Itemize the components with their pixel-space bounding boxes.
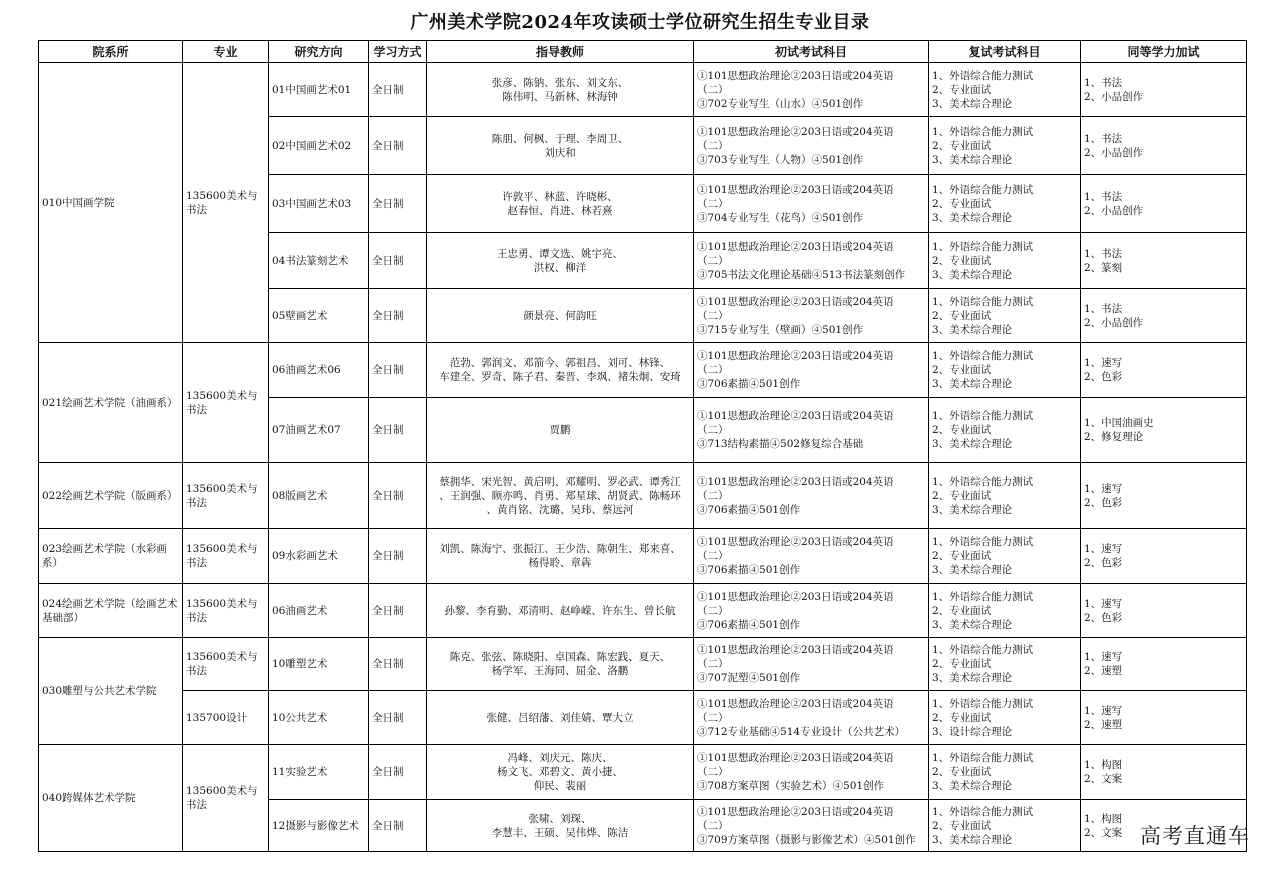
cell-direction: 09水彩画艺术 [269,529,369,584]
cell-retest: 1、外语综合能力测试 2、专业面试 3、美术综合理论 [929,398,1081,463]
cell-retest: 1、外语综合能力测试 2、专业面试 3、美术综合理论 [929,117,1081,175]
header-exam: 初试考试科目 [694,41,929,63]
table-row [39,691,1247,745]
cell-mode: 全日制 [369,584,427,638]
cell-direction: 11实验艺术 [269,745,369,800]
cell-retest: 1、外语综合能力测试 2、专业面试 3、美术综合理论 [929,175,1081,233]
cell-major: 135700设计 [183,691,269,745]
cell-direction: 06油画艺术 [269,584,369,638]
cell-dept: 040跨媒体艺术学院 [39,745,183,852]
cell-direction: 02中国画艺术02 [269,117,369,175]
cell-direction: 06油画艺术06 [269,343,369,398]
table-row [39,343,1247,398]
cell-mode: 全日制 [369,233,427,289]
cell-direction: 08版画艺术 [269,463,369,529]
cell-exam: ①101思想政治理论②203日语或204英语（二） ③707泥塑④501创作 [694,638,929,691]
header-major: 专业 [183,41,269,63]
cell-retest: 1、外语综合能力测试 2、专业面试 3、美术综合理论 [929,289,1081,343]
watermark-text: 高考直通车 [1140,824,1250,848]
cell-teachers: 张健、吕绍藩、刘佳婧、覃大立 [427,691,694,745]
cell-extra: 1、书法 2、小品创作 [1081,63,1247,117]
cell-mode: 全日制 [369,691,427,745]
cell-extra: 1、速写 2、速塑 [1081,691,1247,745]
cell-direction: 10公共艺术 [269,691,369,745]
cell-teachers: 冯峰、刘庆元、陈庆、 杨文飞、邓碧文、黄小捷、 仰民、裴丽 [427,745,694,800]
cell-teachers: 蔡拥华、宋光智、黄启明、邓耀明、罗必武、谭秀江 、王润强、顾亦鸣、肖勇、郑星球、胡贤武、陈畅环 、黄肖铭、沈璐、吴玮、蔡远河 [427,463,694,529]
cell-mode: 全日制 [369,745,427,800]
table-row [39,745,1247,800]
cell-exam: ①101思想政治理论②203日语或204英语（二） ③709方案草图（摄影与影像艺术）④501创作 [694,800,929,852]
cell-teachers: 孙黎、李育勤、邓清明、赵峥嵘、许东生、曾长航 [427,584,694,638]
cell-teachers: 许敦平、林蓝、许晓彬、 赵春恒、肖进、林若熹 [427,175,694,233]
header-extra: 同等学力加试 [1081,41,1247,63]
cell-extra: 1、速写 2、色彩 [1081,584,1247,638]
header-mode: 学习方式 [369,41,427,63]
header-teachers: 指导教师 [427,41,694,63]
cell-exam: ①101思想政治理论②203日语或204英语（二） ③706素描④501创作 [694,584,929,638]
cell-major: 135600美术与书法 [183,343,269,463]
cell-dept: 021绘画艺术学院（油画系） [39,343,183,463]
cell-direction: 05壁画艺术 [269,289,369,343]
cell-major: 135600美术与书法 [183,529,269,584]
cell-exam: ①101思想政治理论②203日语或204英语（二） ③713结构素描④502修复综合基础 [694,398,929,463]
cell-mode: 全日制 [369,343,427,398]
cell-teachers: 张啸、刘琛、 李慧丰、王硕、吴伟烨、陈洁 [427,800,694,852]
cell-exam: ①101思想政治理论②203日语或204英语（二） ③712专业基础④514专业设计（公共艺术） [694,691,929,745]
cell-dept: 023绘画艺术学院（水彩画系） [39,529,183,584]
header-row [39,41,1247,63]
cell-major: 135600美术与书法 [183,463,269,529]
cell-retest: 1、外语综合能力测试 2、专业面试 3、美术综合理论 [929,800,1081,852]
cell-teachers: 陈克、张弦、陈晓阳、卓国森、陈宏践、夏天、 杨学军、王海同、屈金、洛鹏 [427,638,694,691]
cell-exam: ①101思想政治理论②203日语或204英语（二） ③704专业写生（花鸟）④501创作 [694,175,929,233]
table-row [39,638,1247,691]
header-retest: 复试考试科目 [929,41,1081,63]
cell-mode: 全日制 [369,117,427,175]
cell-direction: 12摄影与影像艺术 [269,800,369,852]
cell-major: 135600美术与书法 [183,63,269,343]
cell-extra: 1、速写 2、速塑 [1081,638,1247,691]
cell-retest: 1、外语综合能力测试 2、专业面试 3、美术综合理论 [929,343,1081,398]
cell-retest: 1、外语综合能力测试 2、专业面试 3、设计综合理论 [929,691,1081,745]
cell-direction: 07油画艺术07 [269,398,369,463]
cell-extra: 1、构图 2、文案 [1081,800,1247,852]
cell-exam: ①101思想政治理论②203日语或204英语（二） ③705书法文化理论基础④513书法篆刻创作 [694,233,929,289]
table-row [39,63,1247,117]
cell-teachers: 贾鹏 [427,398,694,463]
cell-mode: 全日制 [369,463,427,529]
cell-dept: 030雕塑与公共艺术学院 [39,638,183,745]
cell-retest: 1、外语综合能力测试 2、专业面试 3、美术综合理论 [929,638,1081,691]
cell-dept: 010中国画学院 [39,63,183,343]
cell-mode: 全日制 [369,638,427,691]
cell-extra: 1、中国油画史 2、修复理论 [1081,398,1247,463]
header-direction: 研究方向 [269,41,369,63]
cell-teachers: 范勃、郭润文、邓箭今、郭祖昌、刘可、林锋、 车建全、罗奇、陈子君、秦晋、李飒、褚朱炯、安琦 [427,343,694,398]
cell-teachers: 王忠勇、谭文选、姚宇亮、 洪权、柳洋 [427,233,694,289]
cell-major: 135600美术与书法 [183,745,269,852]
cell-exam: ①101思想政治理论②203日语或204英语（二） ③706素描④501创作 [694,343,929,398]
cell-direction: 04书法篆刻艺术 [269,233,369,289]
page-title: 广州美术学院2024年攻读硕士学位研究生招生专业目录 [410,12,870,33]
cell-retest: 1、外语综合能力测试 2、专业面试 3、美术综合理论 [929,745,1081,800]
cell-mode: 全日制 [369,289,427,343]
cell-extra: 1、速写 2、色彩 [1081,529,1247,584]
cell-exam: ①101思想政治理论②203日语或204英语（二） ③702专业写生（山水）④501创作 [694,63,929,117]
cell-retest: 1、外语综合能力测试 2、专业面试 3、美术综合理论 [929,529,1081,584]
cell-teachers: 陈朋、何枫、于理、李周卫、 刘庆和 [427,117,694,175]
cell-direction: 10雕塑艺术 [269,638,369,691]
cell-retest: 1、外语综合能力测试 2、专业面试 3、美术综合理论 [929,584,1081,638]
cell-extra: 1、速写 2、色彩 [1081,463,1247,529]
cell-dept: 024绘画艺术学院（绘画艺术基础部） [39,584,183,638]
cell-extra: 1、书法 2、小品创作 [1081,289,1247,343]
cell-extra: 1、书法 2、篆刻 [1081,233,1247,289]
cell-retest: 1、外语综合能力测试 2、专业面试 3、美术综合理论 [929,63,1081,117]
cell-direction: 01中国画艺术01 [269,63,369,117]
cell-teachers: 颜景亮、何韵旺 [427,289,694,343]
cell-extra: 1、书法 2、小品创作 [1081,117,1247,175]
cell-major: 135600美术与书法 [183,638,269,691]
cell-exam: ①101思想政治理论②203日语或204英语（二） ③706素描④501创作 [694,463,929,529]
cell-extra: 1、书法 2、小品创作 [1081,175,1247,233]
header-dept: 院系所 [39,41,183,63]
cell-dept: 022绘画艺术学院（版画系） [39,463,183,529]
cell-extra: 1、构图 2、文案 [1081,745,1247,800]
cell-exam: ①101思想政治理论②203日语或204英语（二） ③703专业写生（人物）④501创作 [694,117,929,175]
table-row [39,463,1247,529]
cell-exam: ①101思想政治理论②203日语或204英语（二） ③715专业写生（壁画）④501创作 [694,289,929,343]
table-row [39,584,1247,638]
cell-teachers: 刘凯、陈海宁、张振江、王少浩、陈朝生、郑来喜、 杨得聆、章犇 [427,529,694,584]
table-row [39,529,1247,584]
cell-mode: 全日制 [369,63,427,117]
cell-exam: ①101思想政治理论②203日语或204英语（二） ③706素描④501创作 [694,529,929,584]
cell-retest: 1、外语综合能力测试 2、专业面试 3、美术综合理论 [929,233,1081,289]
cell-mode: 全日制 [369,529,427,584]
cell-exam: ①101思想政治理论②203日语或204英语（二） ③708方案草图（实验艺术）④501创作 [694,745,929,800]
cell-mode: 全日制 [369,398,427,463]
cell-retest: 1、外语综合能力测试 2、专业面试 3、美术综合理论 [929,463,1081,529]
cell-direction: 03中国画艺术03 [269,175,369,233]
cell-major: 135600美术与书法 [183,584,269,638]
cell-teachers: 张彦、陈钠、张东、刘文东、 陈伟明、马新林、林海钟 [427,63,694,117]
cell-mode: 全日制 [369,175,427,233]
cell-mode: 全日制 [369,800,427,852]
catalog-table [38,40,1247,852]
cell-extra: 1、速写 2、色彩 [1081,343,1247,398]
